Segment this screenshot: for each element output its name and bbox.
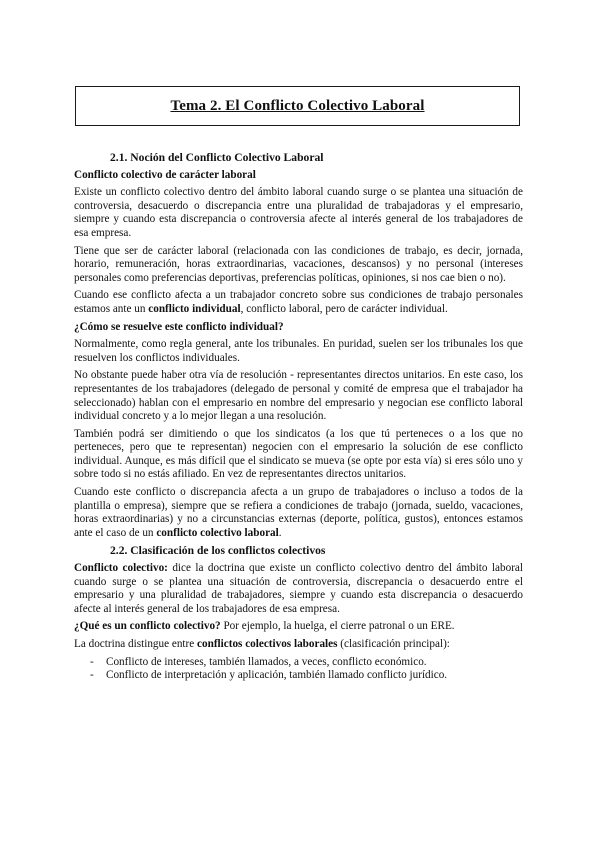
paragraph: También podrá ser dimitiendo o que los sindicatos (a los que tú perteneces o a los que no perteneces, pero que te representan) negocien con el empresario la solución de ese conflicto individual. Aunque, es más difícil que el sindicato se mueva (se opte por esta vía) si eres sólo uno y sobre todo si no estás afiliado. En vez de representantes directos unitarios. xyxy=(74,427,523,481)
classification-list xyxy=(74,656,523,683)
title-box xyxy=(75,86,520,126)
paragraph: Conflicto colectivo: dice la doctrina que existe un conflicto colectivo dentro del ámbito laboral cuando surge o se plantea una situación de controversia, discrepancia o desacuerdo entre el empresario y una pluralidad de trabajadores, siempre y cuando esta discrepancia o desacuerdo afecte al interés general de los trabajadores de esa empresa. xyxy=(74,562,523,615)
list-item: - Conflicto de interpretación y aplicación, también llamado conflicto jurídico. xyxy=(90,669,448,682)
subheading-caracter-laboral: Conflicto colectivo de carácter laboral xyxy=(74,168,256,181)
bold-term: conflicto individual xyxy=(148,302,241,315)
section-heading-2-2: 2.2. Clasificación de los conflictos colectivos xyxy=(110,544,326,558)
paragraph: Existe un conflicto colectivo dentro del ámbito laboral cuando surge o se plantea una situación de controversia, desacuerdo o discrepancia entre una pluralidad de trabajadoras y el empresario, siempre y cuando esta discrepancia o controversia afecte al interés general de los trabajadores de esa empresa. xyxy=(74,186,523,239)
paragraph: Tiene que ser de carácter laboral (relacionada con las condiciones de trabajo, es decir, jornada, horario, remuneración, horas extraordinarias, vacaciones, descansos) y no personal (intereses personales como preferencias deportivas, preferencias políticas, opiniones, si nos cae bien o no). xyxy=(74,244,523,284)
document-body xyxy=(74,151,523,683)
list-item: - Conflicto de intereses, también llamados, a veces, conflicto económico. xyxy=(90,655,427,668)
paragraph: Cuando ese conflicto afecta a un trabajador concreto sobre sus condiciones de trabajo personales estamos ante un conflicto individual, conflicto laboral, pero de carácter individual. xyxy=(74,289,523,315)
section-heading-2-1: 2.1. Noción del Conflicto Colectivo Laboral xyxy=(110,151,324,164)
paragraph: Cuando este conflicto o discrepancia afecta a un grupo de trabajadores o incluso a todos de la plantilla o empresa), siempre que se refiera a condiciones de trabajo (jornada, sueldo, vacaciones, horas extraordinarias) y no a circunstancias externas (deporte, política, gustos), entonces estamos ante el caso de un conflicto colectivo laboral. xyxy=(74,486,523,539)
bold-term: conflicto colectivo laboral xyxy=(156,526,279,539)
paragraph: No obstante puede haber otra vía de resolución - representantes directos unitarios. En este caso, los representantes de los trabajadores (delegado de personal y comité de empresa que el trabajador ha seleccionado) hablan con el empresario en nombre del empresario y negocian ese conflicto laboral individual concreto y a lo mejor llegan a una resolución. xyxy=(74,369,523,423)
bold-term: ¿Qué es un conflicto colectivo? xyxy=(74,620,221,633)
bold-term: conflictos colectivos laborales xyxy=(197,638,338,650)
subheading-como-se-resuelve: ¿Cómo se resuelve este conflicto individual? xyxy=(74,320,284,333)
dash-bullet: - xyxy=(90,669,94,682)
paragraph: Normalmente, como regla general, ante los tribunales. En puridad, suelen ser los tribunales los que resuelven los conflictos individuales. xyxy=(74,338,523,364)
paragraph: ¿Qué es un conflicto colectivo? Por ejemplo, la huelga, el cierre patronal o un ERE. xyxy=(74,620,455,633)
dash-bullet: - xyxy=(90,655,94,668)
document-title: Tema 2. El Conflicto Colectivo Laboral xyxy=(170,97,425,114)
bold-term: Conflicto colectivo: xyxy=(74,562,168,575)
paragraph: La doctrina distingue entre conflictos colectivos laborales (clasificación principal): xyxy=(74,638,450,650)
